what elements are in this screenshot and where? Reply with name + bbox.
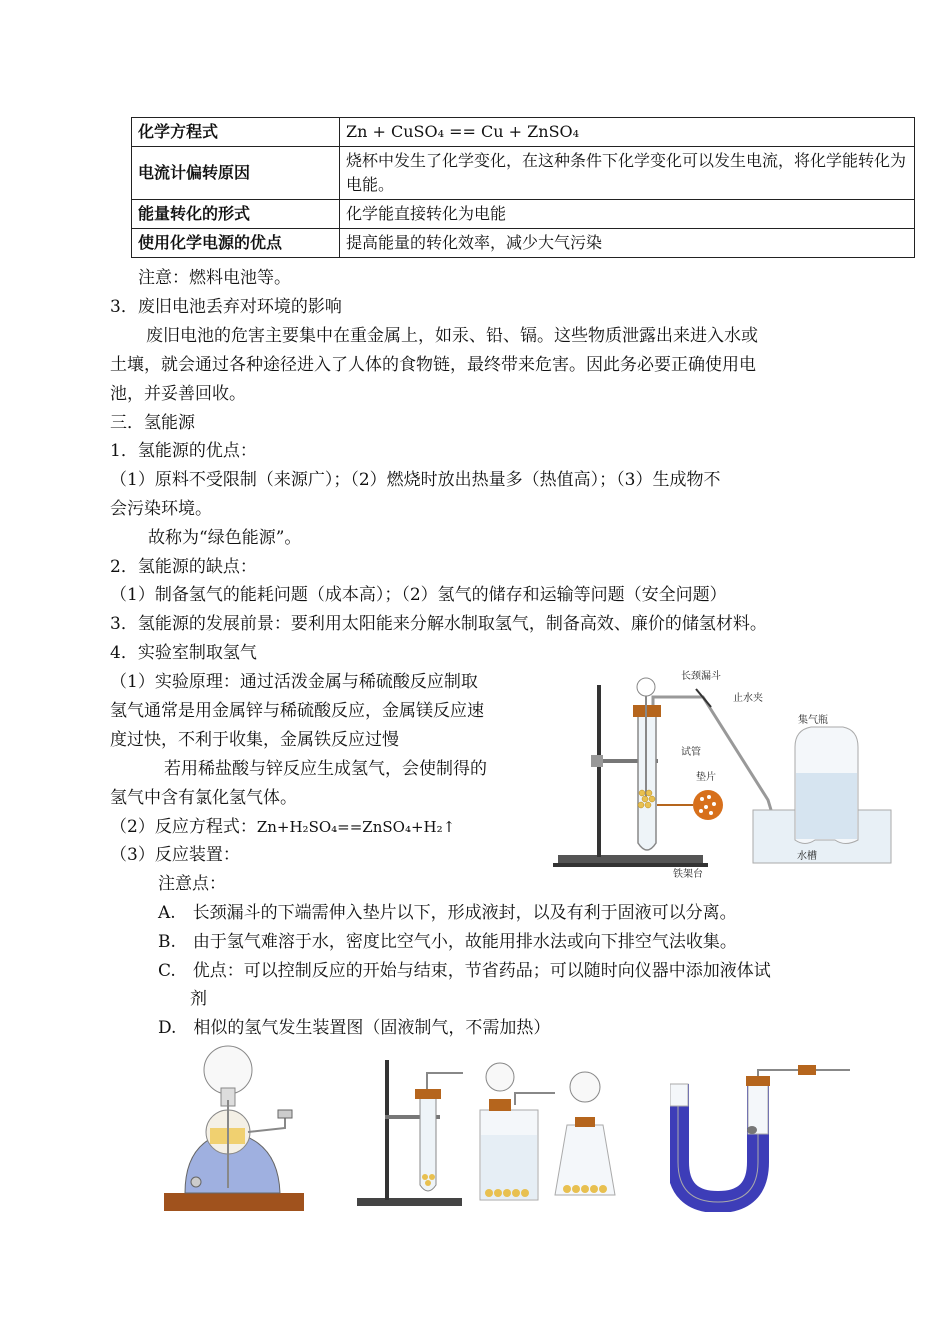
equation-label: （2）反应方程式： [110, 817, 257, 837]
label-bottle: 集气瓶 [798, 715, 828, 726]
table-row [132, 200, 915, 229]
chapter-heading: 三．氢能源 [110, 413, 195, 433]
paragraph-line: 池，并妥善回收。 [110, 384, 246, 404]
table-row [132, 147, 915, 200]
paragraph-line: 故称为“绿色能源”。 [148, 528, 302, 548]
note-item: D. 相似的氢气发生装置图（固液制气，不需加热） [158, 1018, 551, 1038]
paragraph-line: 废旧电池的危害主要集中在重金属上，如汞、铅、镉。这些物质泄露出来进入水或 [146, 326, 758, 346]
paragraph-line: 氢气中含有氯化氢气体。 [110, 788, 297, 808]
pad-icon [693, 790, 723, 820]
label-pad: 垫片 [696, 772, 716, 783]
row-value: 化学能直接转化为电能 [340, 200, 915, 229]
table-row [132, 229, 915, 258]
table-row [132, 118, 915, 147]
row-value: Zn + CuSO₄ == Cu + ZnSO₄ [340, 118, 915, 147]
kipp-generator-figure [160, 1040, 310, 1215]
apparatus-set-figure [355, 1055, 625, 1215]
note-item: 剂 [190, 989, 207, 1009]
label-clamp: 止水夹 [733, 693, 763, 704]
label-funnel: 长颈漏斗 [681, 671, 721, 682]
row-value: 提高能量的转化效率，减少大气污染 [340, 229, 915, 258]
note-item: A. 长颈漏斗的下端需伸入垫片以下，形成液封，以及有利于固液可以分离。 [158, 903, 737, 923]
note-item: B. 由于氢气难溶于水，密度比空气小，故能用排水法或向下排空气法收集。 [158, 932, 737, 952]
hydrogen-apparatus-figure [553, 665, 898, 885]
note-item: C. 优点：可以控制反应的开始与结束，节省药品；可以随时向仪器中添加液体试 [158, 961, 771, 981]
section-heading: 2．氢能源的缺点： [110, 557, 257, 577]
paragraph-line: （3）反应装置： [110, 845, 240, 865]
paragraph-line: （1）原料不受限制（来源广）；（2）燃烧时放出热量多（热值高）；（3）生成物不 [110, 470, 721, 490]
paragraph-line: （1）实验原理：通过活泼金属与稀硫酸反应制取 [110, 672, 478, 692]
equation-line [110, 814, 455, 840]
comparison-table [131, 117, 915, 258]
paragraph-line: 氢气通常是用金属锌与稀硫酸反应，金属镁反应速 [110, 701, 484, 721]
paragraph-line: 度过快，不利于收集，金属铁反应过慢 [110, 730, 399, 750]
row-key: 使用化学电源的优点 [132, 229, 340, 258]
paragraph-line: 若用稀盐酸与锌反应生成氢气，会使制得的 [164, 759, 487, 779]
row-key: 化学方程式 [132, 118, 340, 147]
row-key: 电流计偏转原因 [132, 147, 340, 200]
stand-rod [597, 685, 601, 857]
label-tube: 试管 [681, 747, 701, 758]
paragraph-line: 土壤，就会通过各种途径进入了人体的食物链，最终带来危害。因此务必要正确使用电 [110, 355, 756, 375]
paragraph-line: （1）制备氢气的能耗问题（成本高）；（2）氢气的储存和运输等问题（安全问题） [110, 585, 727, 605]
section-heading: 3．废旧电池丢弃对环境的影响 [110, 297, 342, 317]
section-heading: 1．氢能源的优点： [110, 441, 257, 461]
notes-heading: 注意点： [158, 874, 226, 894]
paragraph-line: 3．氢能源的发展前景：要利用太阳能来分解水制取氢气，制备高效、廉价的储氢材料。 [110, 614, 767, 634]
paragraph-line: 会污染环境。 [110, 499, 212, 519]
row-key: 能量转化的形式 [132, 200, 340, 229]
label-trough: 水槽 [797, 851, 817, 862]
row-value: 烧杯中发生了化学变化，在这种条件下化学变化可以发生电流，将化学能转化为电能。 [340, 147, 915, 200]
u-tube-figure [670, 1062, 860, 1212]
label-stand: 铁架台 [673, 869, 703, 880]
note-fuel: 注意：燃料电池等。 [138, 268, 291, 288]
section-heading: 4．实验室制取氢气 [110, 643, 257, 663]
equation: Zn+H₂SO₄==ZnSO₄+H₂↑ [256, 818, 456, 836]
